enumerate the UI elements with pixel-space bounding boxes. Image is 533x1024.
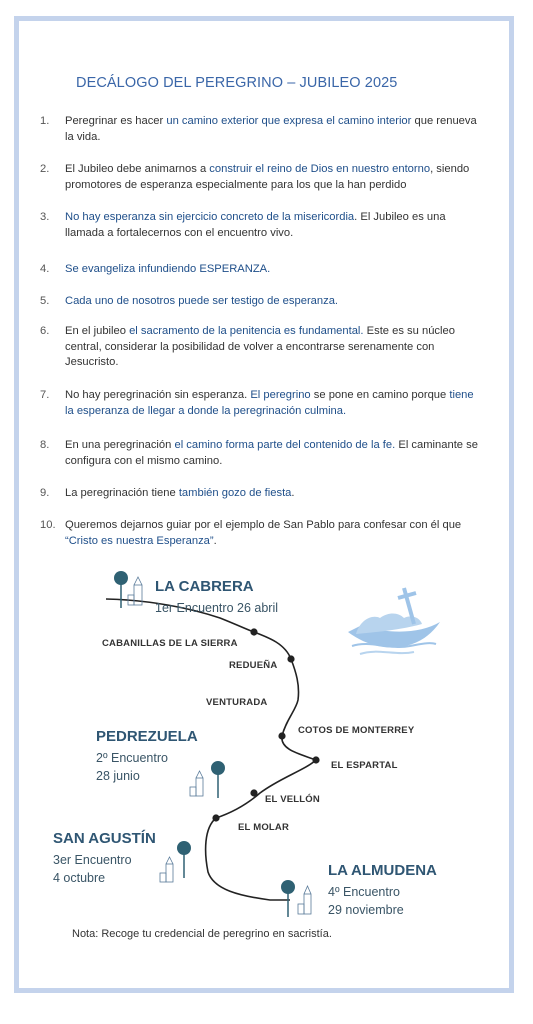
waypoint-dot [278, 732, 285, 739]
place-label: EL MOLAR [238, 822, 290, 833]
highlighted-text: “Cristo es nuestra Esperanza” [65, 534, 214, 547]
highlighted-text: construir el reino de Dios en nuestro entorno [209, 163, 431, 175]
item-text [65, 114, 485, 145]
item-text [65, 324, 485, 371]
text-segment: , siendo promotores de esperanza especialmente para los que la han perdido [65, 163, 470, 191]
location-pin-icon [177, 841, 191, 878]
highlighted-text: Se evangeliza infundiendo ESPERANZA. [65, 263, 271, 275]
location-pin-icon [114, 571, 128, 608]
footer-note: Nota: Recoge tu credencial de peregrino en sacristía. [72, 928, 332, 940]
place-label: EL VELLÓN [265, 794, 320, 805]
waypoint-dot [250, 628, 257, 635]
text-segment: Queremos dejarnos guiar por el ejemplo de San Pablo para confesar con él que [65, 519, 462, 531]
place-label: COTOS DE MONTERREY [298, 725, 415, 736]
text-segment: . [291, 487, 295, 499]
highlighted-text: el camino forma parte del contenido de la fe. [174, 439, 396, 451]
waypoint-dot [287, 655, 294, 662]
item-text [65, 486, 485, 502]
route-map [0, 560, 533, 960]
item-number: 2. [40, 163, 50, 175]
highlighted-text: también gozo de fiesta [178, 487, 292, 499]
item-number: 4. [40, 263, 50, 275]
waypoint-dot [212, 814, 219, 821]
highlighted-text: tiene la esperanza de llegar a donde la peregrinación culmina. [65, 389, 474, 417]
highlighted-text: Cada uno de nosotros puede ser testigo de esperanza. [65, 295, 339, 307]
waypoint-dot [312, 756, 319, 763]
item-text [65, 438, 485, 469]
item-text [65, 210, 485, 241]
stop-details: 2º Encuentro [96, 751, 168, 765]
highlighted-text: un camino exterior que expresa el camino interior [166, 115, 412, 127]
text-segment: En una peregrinación [65, 439, 175, 451]
item-text [65, 518, 485, 549]
stop-name: LA CABRERA [155, 578, 254, 595]
text-segment: que renueva la vida. [65, 115, 477, 143]
page-title: DECÁLOGO DEL PEREGRINO – JUBILEO 2025 [76, 75, 398, 91]
stop-name: PEDREZUELA [96, 728, 198, 745]
text-segment: La peregrinación tiene [65, 487, 179, 499]
church-icon [190, 771, 203, 796]
location-pin-icon [281, 880, 295, 917]
item-number: 5. [40, 295, 50, 307]
stop-name: LA ALMUDENA [328, 862, 437, 879]
place-label: VENTURADA [206, 697, 268, 708]
item-number: 3. [40, 211, 50, 223]
text-segment: Este es su núcleo central, considerar la posibilidad de volver a encontrarse serenamente con Jesucristo. [65, 325, 455, 368]
text-segment: . [213, 534, 217, 547]
item-number: 7. [40, 389, 50, 401]
waypoint-dot [250, 789, 257, 796]
item-text [65, 294, 485, 310]
church-icon [160, 857, 173, 882]
highlighted-text: el sacramento de la penitencia es fundamental. [129, 325, 364, 337]
stop-name: SAN AGUSTÍN [53, 830, 156, 847]
item-number: 9. [40, 487, 50, 499]
text-segment: Peregrinar es hacer [65, 115, 167, 127]
item-number: 6. [40, 325, 50, 337]
item-number: 1. [40, 115, 50, 127]
stop-details: 3er Encuentro [53, 853, 132, 867]
text-segment: se pone en camino porque [310, 389, 450, 401]
text-segment: . El Jubileo es una llamada a fortalecernos con el encuentro vivo. [65, 211, 446, 239]
item-number: 8. [40, 439, 50, 451]
place-label: EL ESPARTAL [331, 760, 398, 771]
stop-details: 4 octubre [53, 871, 106, 885]
church-icon [298, 886, 311, 914]
stop-details: 1er Encuentro 26 abril [155, 601, 278, 615]
location-pin-icon [211, 761, 225, 798]
highlighted-text: No hay esperanza sin ejercicio concreto de la misericordia [65, 211, 355, 223]
item-text [65, 262, 485, 278]
text-segment: No hay peregrinación sin esperanza. [65, 389, 251, 401]
stop-details: 28 junio [96, 769, 140, 783]
stop-details: 29 noviembre [328, 903, 404, 917]
place-label: REDUEÑA [229, 660, 278, 671]
text-segment: El caminante se configura con el mismo camino. [65, 439, 478, 467]
highlighted-text: El peregrino [250, 389, 311, 401]
text-segment: En el jubileo [65, 325, 130, 337]
stop-details: 4º Encuentro [328, 885, 400, 899]
item-text [65, 162, 485, 193]
text-segment: El Jubileo debe animarnos a [65, 163, 210, 175]
item-number: 10. [40, 519, 56, 531]
jubilee-logo-icon [348, 588, 440, 654]
place-label: CABANILLAS DE LA SIERRA [102, 638, 238, 649]
item-text [65, 388, 485, 419]
